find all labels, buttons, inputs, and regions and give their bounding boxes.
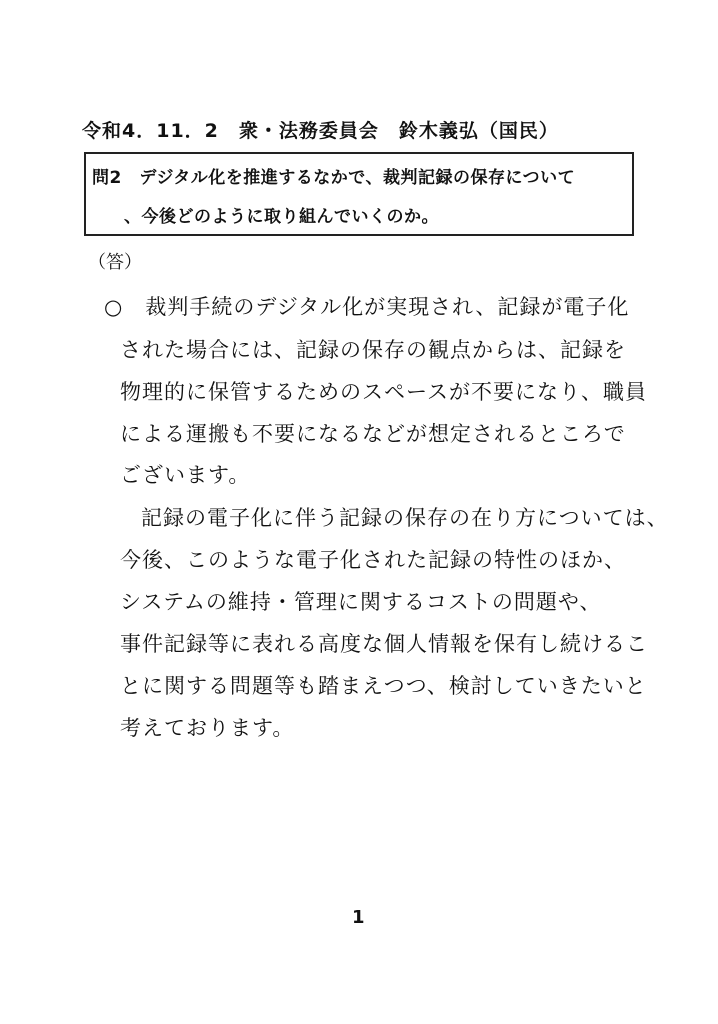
answer-line: による運搬も不要になるなどが想定されるところで (120, 422, 626, 446)
question-box (84, 152, 634, 236)
page-number: 1 (352, 907, 365, 928)
answer-line: 記録の電子化に伴う記録の保存の在り方については、 (141, 506, 669, 530)
answer-label: （答） (88, 252, 142, 273)
answer-line: 事件記録等に表れる高度な個人情報を保有し続けるこ (120, 632, 648, 656)
answer-line: とに関する問題等も踏まえつつ、検討していきたいと (120, 674, 647, 698)
document-header: 令和4．11．2 衆・法務委員会 鈴木義弘（国民） (82, 120, 559, 142)
question-line-2: 、今後どのように取り組んでいくのか。 (124, 207, 439, 227)
answer-line: された場合には、記録の保存の観点からは、記録を (120, 338, 626, 362)
question-line-1: 問2 デジタル化を推進するなかで、裁判記録の保存について (92, 168, 576, 188)
answer-line: 考えております。 (120, 716, 295, 740)
answer-line: 物理的に保管するためのスペースが不要になり、職員 (120, 380, 647, 404)
answer-line: ございます。 (120, 463, 251, 487)
answer-line: 今後、このような電子化された記録の特性のほか、 (120, 548, 626, 572)
answer-line: ○ 裁判手続のデジタル化が実現され、記録が電子化 (104, 295, 630, 319)
answer-line: システムの維持・管理に関するコストの問題や、 (120, 590, 602, 614)
